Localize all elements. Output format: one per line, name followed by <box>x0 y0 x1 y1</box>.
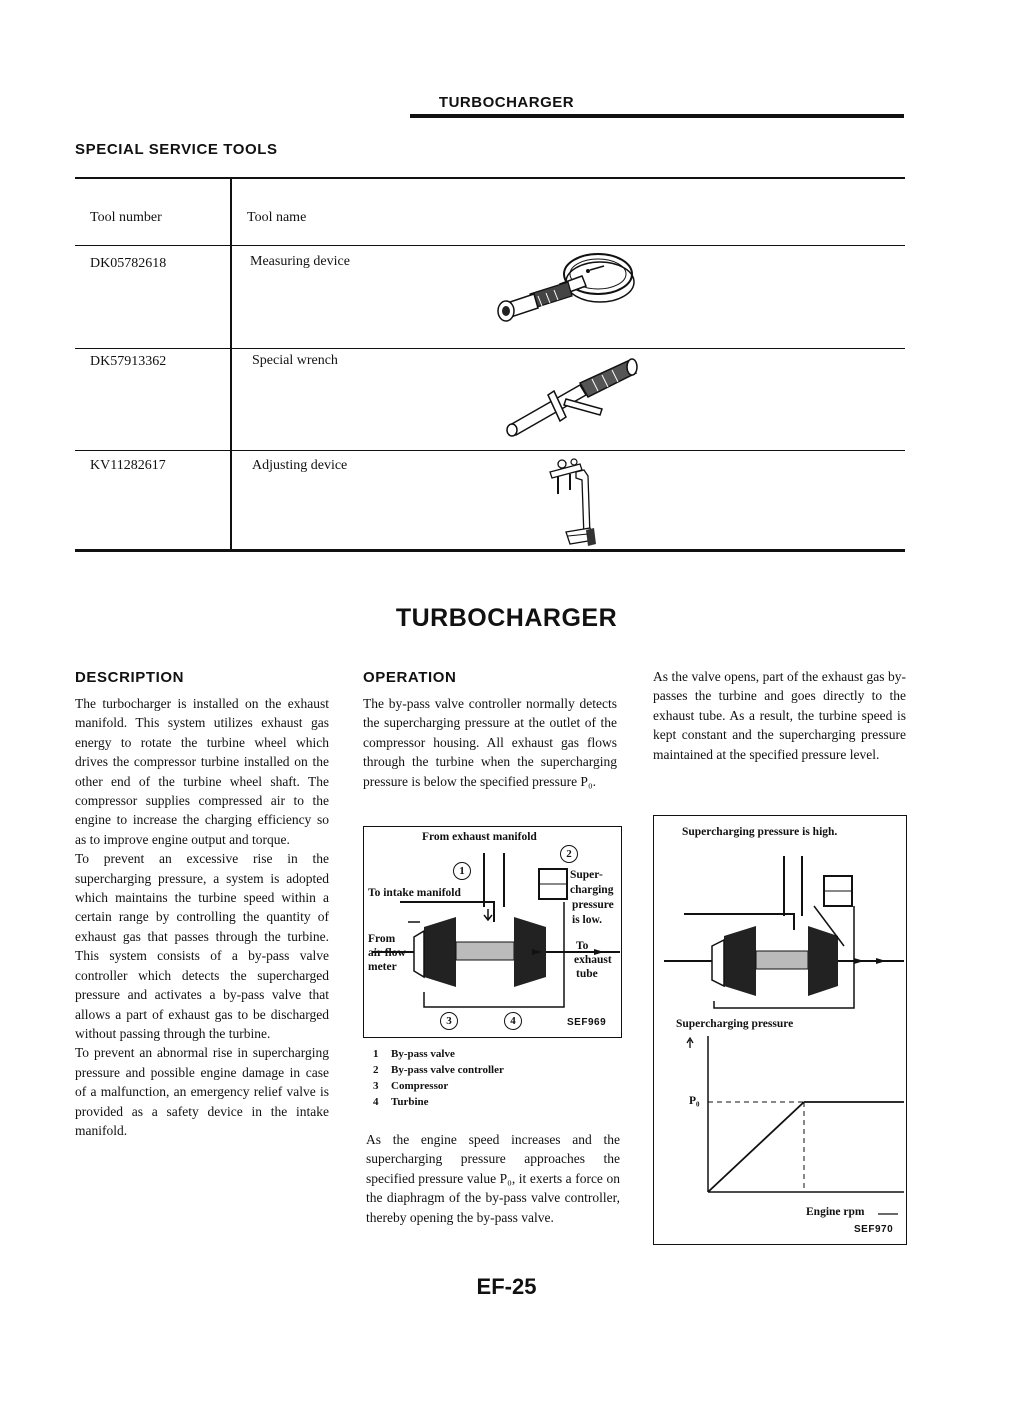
graph-p0-label: P₀ <box>689 1095 700 1107</box>
callout-2: 2 <box>560 845 578 863</box>
adjusting-device-icon <box>530 454 610 550</box>
legend-item: 3 Compressor <box>373 1080 449 1092</box>
turbocharger-diagram <box>364 827 621 1037</box>
tool-name-cell: Special wrench <box>252 353 338 368</box>
tool-name-cell: Measuring device <box>250 254 350 269</box>
label-pressure: pressure <box>572 899 614 911</box>
operation-paragraph: As the engine speed increases and the supercharging pressure approaches the specified pressure value P₀, it exerts a force on the diaphragm of the by-pass valve controller, thereby opening the by-pass valve. <box>366 1132 620 1225</box>
figure-legend <box>373 1046 613 1110</box>
table-top-rule <box>75 177 905 179</box>
page-title: TURBOCHARGER <box>395 604 618 632</box>
operation-paragraph: The by-pass valve controller normally detects the supercharging pressure at the outlet of the compressor housing. All exhaust gas flows through the turbine when the supercharging pressure is below the specified pressure P₀. <box>363 696 617 789</box>
figure-code: SEF969 <box>567 1017 607 1028</box>
tool-number-cell: DK57913362 <box>90 354 167 369</box>
description-paragraph: To prevent an excessive rise in the supercharging pressure, a system is adopted which maintains the turbine speed within a certain range by controlling the quantity of exhaust gas that passes through the turbine. This system consists of a by-pass valve controller which detects the supercharged pressure and activates a by-pass valve that allows a part of exhaust gas to be discharged without passing through the turbine. <box>75 851 329 1041</box>
label-to: To <box>576 940 589 952</box>
table-header-rule <box>75 245 905 246</box>
callout-4: 4 <box>504 1012 522 1030</box>
graph-x-label: Engine rpm <box>806 1206 865 1218</box>
label-pressure-high: Supercharging pressure is high. <box>682 826 838 838</box>
special-wrench-icon <box>500 355 650 445</box>
label-air-flow: air flow <box>368 947 406 959</box>
description-paragraph: The turbocharger is installed on the exhaust manifold. This system utilizes exhaust gas energy to rotate the turbine wheel which drives the compressor turbine installed on the other end of the turbine wheel shaft. The compressor supplies compressed air to the engine to increase the charging efficiency so as to improve engine output and torque. <box>75 696 329 847</box>
callout-3: 3 <box>440 1012 458 1030</box>
figure-bypass-high <box>653 815 907 1245</box>
legend-item: 4 Turbine <box>373 1096 429 1108</box>
legend-item: 1 By-pass valve <box>373 1048 455 1060</box>
label-from: From <box>368 933 396 945</box>
label-tube: tube <box>576 968 598 980</box>
figure-code: SEF970 <box>854 1224 894 1235</box>
tool-number-cell: DK05782618 <box>90 256 167 271</box>
pressure-graph <box>654 1034 906 1214</box>
label-meter: meter <box>368 961 397 973</box>
operation-heading: OPERATION <box>363 669 457 686</box>
label-exhaust: exhaust <box>574 954 612 966</box>
label-super: Super- <box>570 869 603 881</box>
running-header: TURBOCHARGER <box>438 94 575 111</box>
label-is-low: is low. <box>572 914 603 926</box>
column-header-tool-number: Tool number <box>90 210 162 225</box>
table-bottom-rule <box>75 549 905 552</box>
description-heading: DESCRIPTION <box>75 669 185 686</box>
figure-bypass-low <box>363 826 622 1038</box>
column3-paragraph: As the valve opens, part of the exhaust gas by-passes the turbine and goes directly to the exhaust tube. As a result, the turbine speed is kept constant and the supercharging pressure maintained at the specified pressure level. <box>653 669 906 762</box>
label-charging: charging <box>570 884 614 896</box>
graph-y-label: Supercharging pressure <box>676 1018 794 1030</box>
tools-table <box>75 177 905 552</box>
description-paragraph: To prevent an abnormal rise in supercharging pressure and possible engine damage in case of a malfunction, an emergency relief valve is provided as a safety device in the intake manifold. <box>75 1045 329 1138</box>
tool-name-cell: Adjusting device <box>252 458 348 473</box>
callout-1: 1 <box>453 862 471 880</box>
tool-number-cell: KV11282617 <box>90 458 166 473</box>
page-number: EF-25 <box>476 1274 537 1299</box>
dial-gauge-icon <box>490 252 650 347</box>
label-to-intake-manifold: To intake manifold <box>368 887 461 899</box>
label-from-exhaust-manifold: From exhaust manifold <box>422 831 537 843</box>
legend-item: 2 By-pass valve controller <box>373 1064 504 1076</box>
table-column-divider <box>230 177 232 552</box>
turbocharger-diagram-high <box>654 846 906 1016</box>
description-body <box>75 694 329 1140</box>
tools-heading: SPECIAL SERVICE TOOLS <box>75 141 278 158</box>
table-row-rule <box>75 348 905 349</box>
header-rule <box>410 114 904 118</box>
table-row-rule <box>75 450 905 451</box>
graph-rise-line <box>708 1102 804 1192</box>
column-header-tool-name: Tool name <box>247 210 307 225</box>
